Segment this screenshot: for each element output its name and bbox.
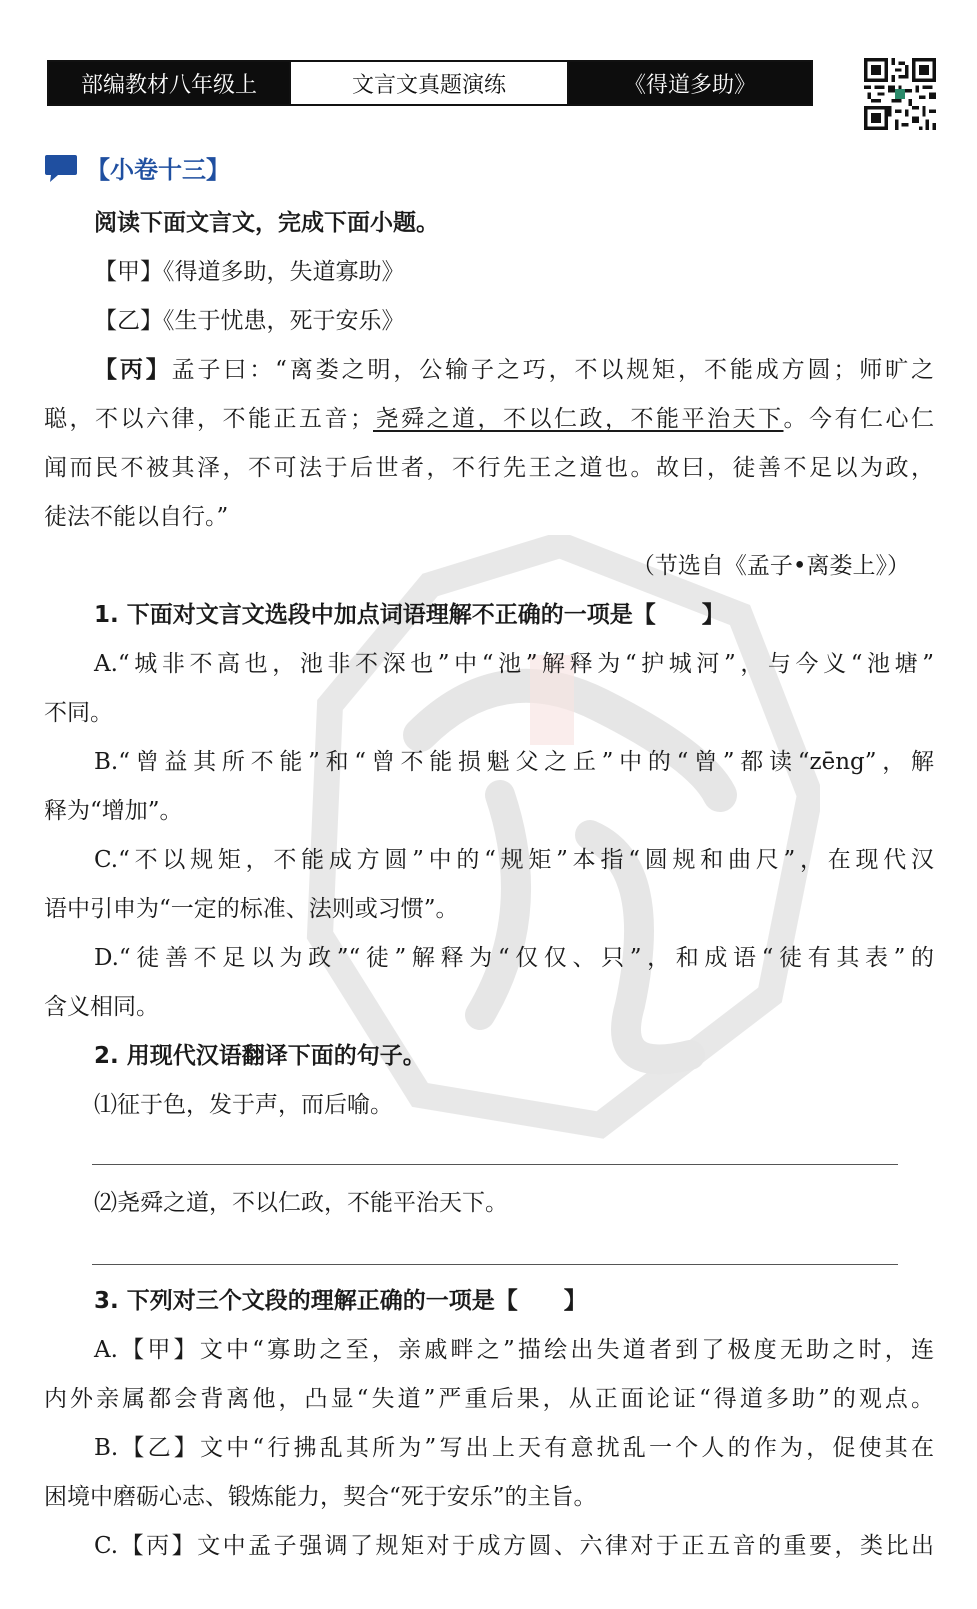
q1-option-c: C.“不以规矩，不能成方圆”中的“规矩”本指“圆规和曲尺”，在现代汉 bbox=[94, 847, 934, 873]
answer-line[interactable] bbox=[92, 1164, 898, 1165]
passage-text: 。今有仁心仁 bbox=[783, 406, 934, 432]
q1-option-d: D.“徒善不足以为政”“徒”解释为“仅仅、只”，和成语“徒有其表”的 bbox=[94, 945, 934, 971]
question-2-stem: 2. 用现代汉语翻译下面的句子。 bbox=[94, 1043, 426, 1069]
q3-option-c: C.【丙】文中孟子强调了规矩对于成方圆、六律对于正五音的重要，类比出 bbox=[94, 1533, 934, 1559]
header-bar bbox=[47, 60, 813, 106]
section-heading bbox=[44, 150, 230, 185]
section-title: 【小卷十三】 bbox=[86, 156, 230, 184]
passage-text: 聪，不以六律，不能正五音； bbox=[44, 406, 373, 432]
question-3-stem: 3. 下列对三个文段的理解正确的一项是【 】 bbox=[94, 1288, 587, 1314]
header-title: 文言文真题演练 bbox=[289, 62, 569, 104]
passage-bing-line: 闻而民不被其泽，不可法于后世者，不行先王之道也。故曰，徒善不足以为政， bbox=[44, 455, 934, 481]
q3-option-a-cont: 内外亲属都会背离他，凸显“失道”严重后果，从正面论证“得道多助”的观点。 bbox=[44, 1386, 934, 1412]
qr-code-icon bbox=[864, 58, 936, 130]
passage-bing-line: 徒法不能以自行。” bbox=[44, 504, 229, 530]
passage-yi: 【乙】《生于忧患，死于安乐》 bbox=[94, 308, 405, 334]
q2-sentence-2: ⑵尧舜之道，不以仁政，不能平治天下。 bbox=[94, 1190, 508, 1216]
q1-option-d-cont: 含义相同。 bbox=[44, 994, 159, 1020]
passage-bing-line bbox=[44, 404, 934, 434]
header-textbook: 部编教材八年级上 bbox=[49, 62, 289, 104]
q1-option-a: A.“城非不高也，池非不深也”中“池”解释为“护城河”，与今义“池塘” bbox=[94, 651, 934, 677]
answer-line[interactable] bbox=[92, 1264, 898, 1265]
question-1-stem: 1. 下面对文言文选段中加点词语理解不正确的一项是【 】 bbox=[94, 602, 725, 628]
q1-option-c-cont: 语中引申为“一定的标准、法则或习惯”。 bbox=[44, 896, 459, 922]
passage-bing-line bbox=[44, 355, 934, 385]
underlined-sentence: 尧舜之道，不以仁政，不能平治天下 bbox=[373, 406, 784, 432]
passage-bing-text: 孟子曰：“离娄之明，公输子之巧，不以规矩，不能成方圆；师旷之 bbox=[171, 357, 935, 383]
chat-bubble-icon bbox=[44, 153, 78, 183]
q2-sentence-1: ⑴征于色，发于声，而后喻。 bbox=[94, 1092, 393, 1118]
intro-instruction: 阅读下面文言文，完成下面小题。 bbox=[94, 210, 439, 236]
passage-bing-label: 【丙】 bbox=[94, 357, 172, 383]
q1-option-b: B.“曾益其所不能”和“曾不能损魁父之丘”中的“曾”都读“zēng”，解 bbox=[94, 749, 934, 775]
q1-option-a-cont: 不同。 bbox=[44, 700, 113, 726]
q3-option-a: A.【甲】文中“寡助之至，亲戚畔之”描绘出失道者到了极度无助之时，连 bbox=[94, 1337, 934, 1363]
q3-option-b-cont: 困境中磨砺心志、锻炼能力，契合“死于安乐”的主旨。 bbox=[44, 1484, 597, 1510]
q3-option-b: B.【乙】文中“行拂乱其所为”写出上天有意扰乱一个人的作为，促使其在 bbox=[94, 1435, 934, 1461]
passage-source: （节选自《孟子•离娄上》） bbox=[631, 553, 910, 579]
passage-jia: 【甲】《得道多助，失道寡助》 bbox=[94, 259, 405, 285]
q1-option-b-cont: 释为“增加”。 bbox=[44, 798, 183, 824]
header-lesson: 《得道多助》 bbox=[569, 62, 811, 104]
